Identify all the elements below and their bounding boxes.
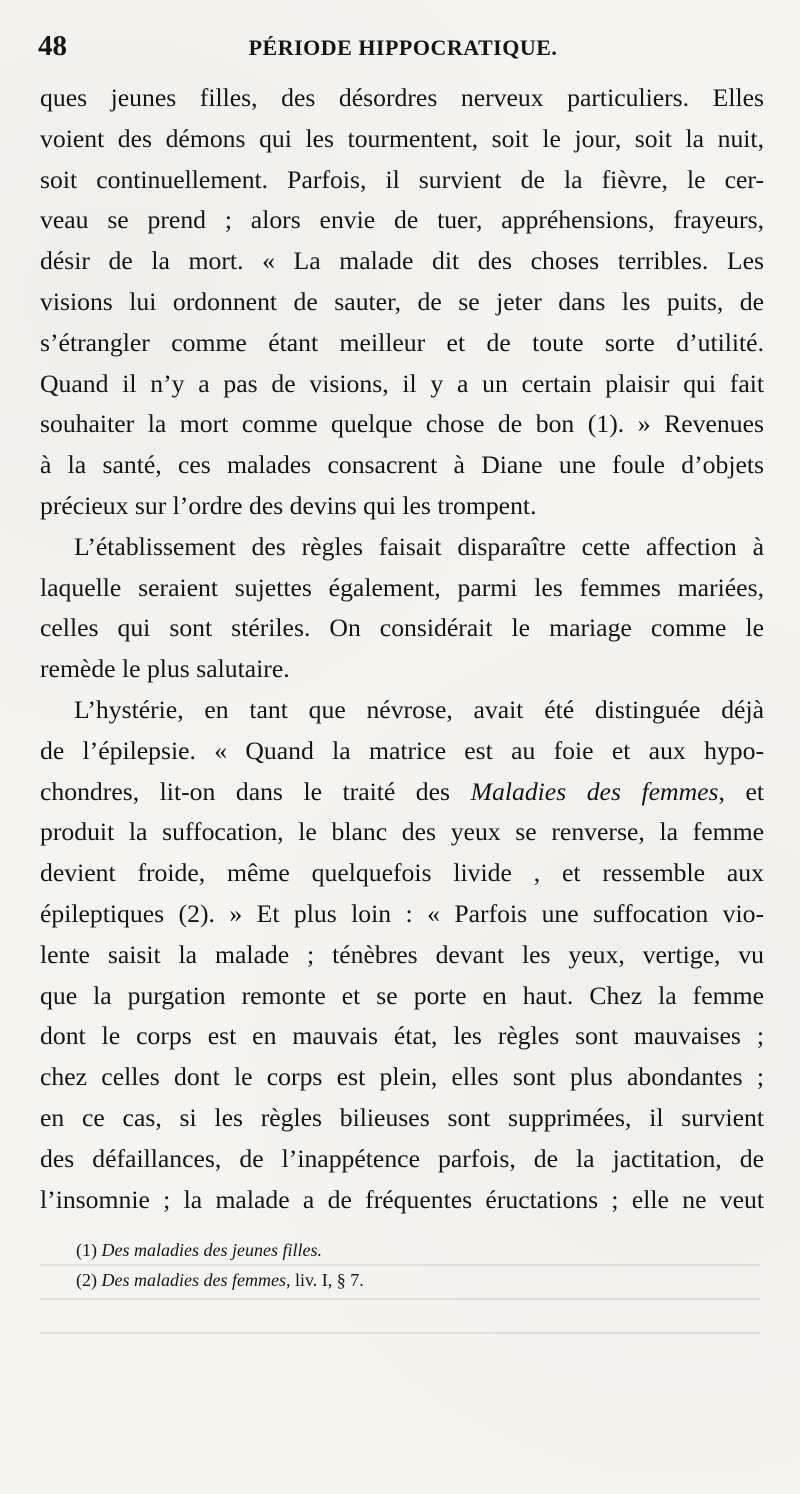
text-fragment: , et — [718, 776, 764, 806]
footnote-number: (1) — [76, 1240, 97, 1260]
text-line: lente saisit la malade ; ténèbres devant les yeux, vertige, vu — [40, 939, 764, 969]
text-line: L’hystérie, en tant que névrose, avait été distinguée déjà — [74, 694, 764, 724]
text-line: s’étrangler comme étant meilleur et de toute sorte d’utilité. — [40, 327, 764, 357]
text-line: laquelle seraient sujettes également, parmi les femmes mariées, — [40, 572, 764, 602]
text-line: produit la suffocation, le blanc des yeux se renverse, la femme — [40, 817, 764, 847]
italic-title: Maladies des femmes — [470, 776, 719, 806]
text-line: que la purgation remonte et se porte en haut. Chez la femme — [40, 980, 764, 1010]
text-line: voient des démons qui les tourmentent, soit le jour, soit la nuit, — [40, 123, 764, 153]
text-line: précieux sur l’ordre des devins qui les trompent. — [40, 490, 537, 520]
text-line: L’établissement des règles faisait disparaître cette affection à — [74, 531, 764, 561]
page-header — [38, 30, 768, 64]
footnote-number: (2) — [76, 1270, 97, 1290]
text-line: devient froide, même quelquefois livide , et ressemble aux — [40, 858, 764, 888]
text-line: soit continuellement. Parfois, il survient de la fièvre, le cer- — [40, 164, 764, 194]
paragraph-3 — [40, 690, 764, 1220]
text-line: celles qui sont stériles. On considérait le mariage comme le — [40, 613, 764, 643]
text-line: visions lui ordonnent de sauter, de se jeter dans les puits, de — [40, 286, 764, 316]
text-line: à la santé, ces malades consacrent à Diane une foule d’objets — [40, 450, 764, 480]
text-line: désir de la mort. « La malade dit des choses terribles. Les — [40, 246, 764, 276]
text-line: souhaiter la mort comme quelque chose de bon (1). » Revenues — [40, 409, 764, 439]
text-fragment: chondres, lit-on dans le traité des — [40, 776, 451, 806]
footnote-2 — [76, 1265, 756, 1295]
running-title: PÉRIODE HIPPOCRATIQUE. — [248, 35, 558, 60]
paragraph-2 — [40, 527, 764, 690]
footnote-suffix: liv. I, § 7. — [290, 1270, 364, 1290]
text-line: l’insomnie ; la malade a de fréquentes éructations ; elle ne veut — [40, 1184, 764, 1214]
text-line: veau se prend ; alors envie de tuer, appréhensions, frayeurs, — [40, 205, 764, 235]
text-line: des défaillances, de l’inappétence parfois, de la jactitation, de — [40, 1143, 764, 1173]
page-number: 48 — [38, 30, 67, 62]
paragraph-1 — [40, 78, 764, 527]
text-line: Quand il n’y a pas de visions, il y a un certain plaisir qui fait — [40, 368, 764, 398]
footnotes — [76, 1235, 756, 1295]
main-text — [40, 78, 764, 1220]
text-line: chez celles dont le corps est plein, elles sont plus abondantes ; — [40, 1062, 764, 1092]
text-line-with-title — [40, 772, 764, 813]
text-line: de l’épilepsie. « Quand la matrice est au foie et aux hypo- — [40, 735, 764, 765]
footnote-title: Des maladies des femmes, — [101, 1270, 291, 1290]
text-line: dont le corps est en mauvais état, les règles sont mauvaises ; — [40, 1021, 764, 1051]
text-line: ques jeunes filles, des désordres nerveux particuliers. Elles — [40, 83, 764, 112]
text-line: en ce cas, si les règles bilieuses sont supprimées, il survient — [40, 1102, 764, 1132]
footnote-1 — [76, 1235, 756, 1265]
text-line: remède le plus salutaire. — [40, 654, 290, 684]
text-line: épileptiques (2). » Et plus loin : « Parfois une suffocation vio- — [40, 898, 764, 928]
footnote-title: Des maladies des jeunes filles. — [101, 1240, 322, 1260]
